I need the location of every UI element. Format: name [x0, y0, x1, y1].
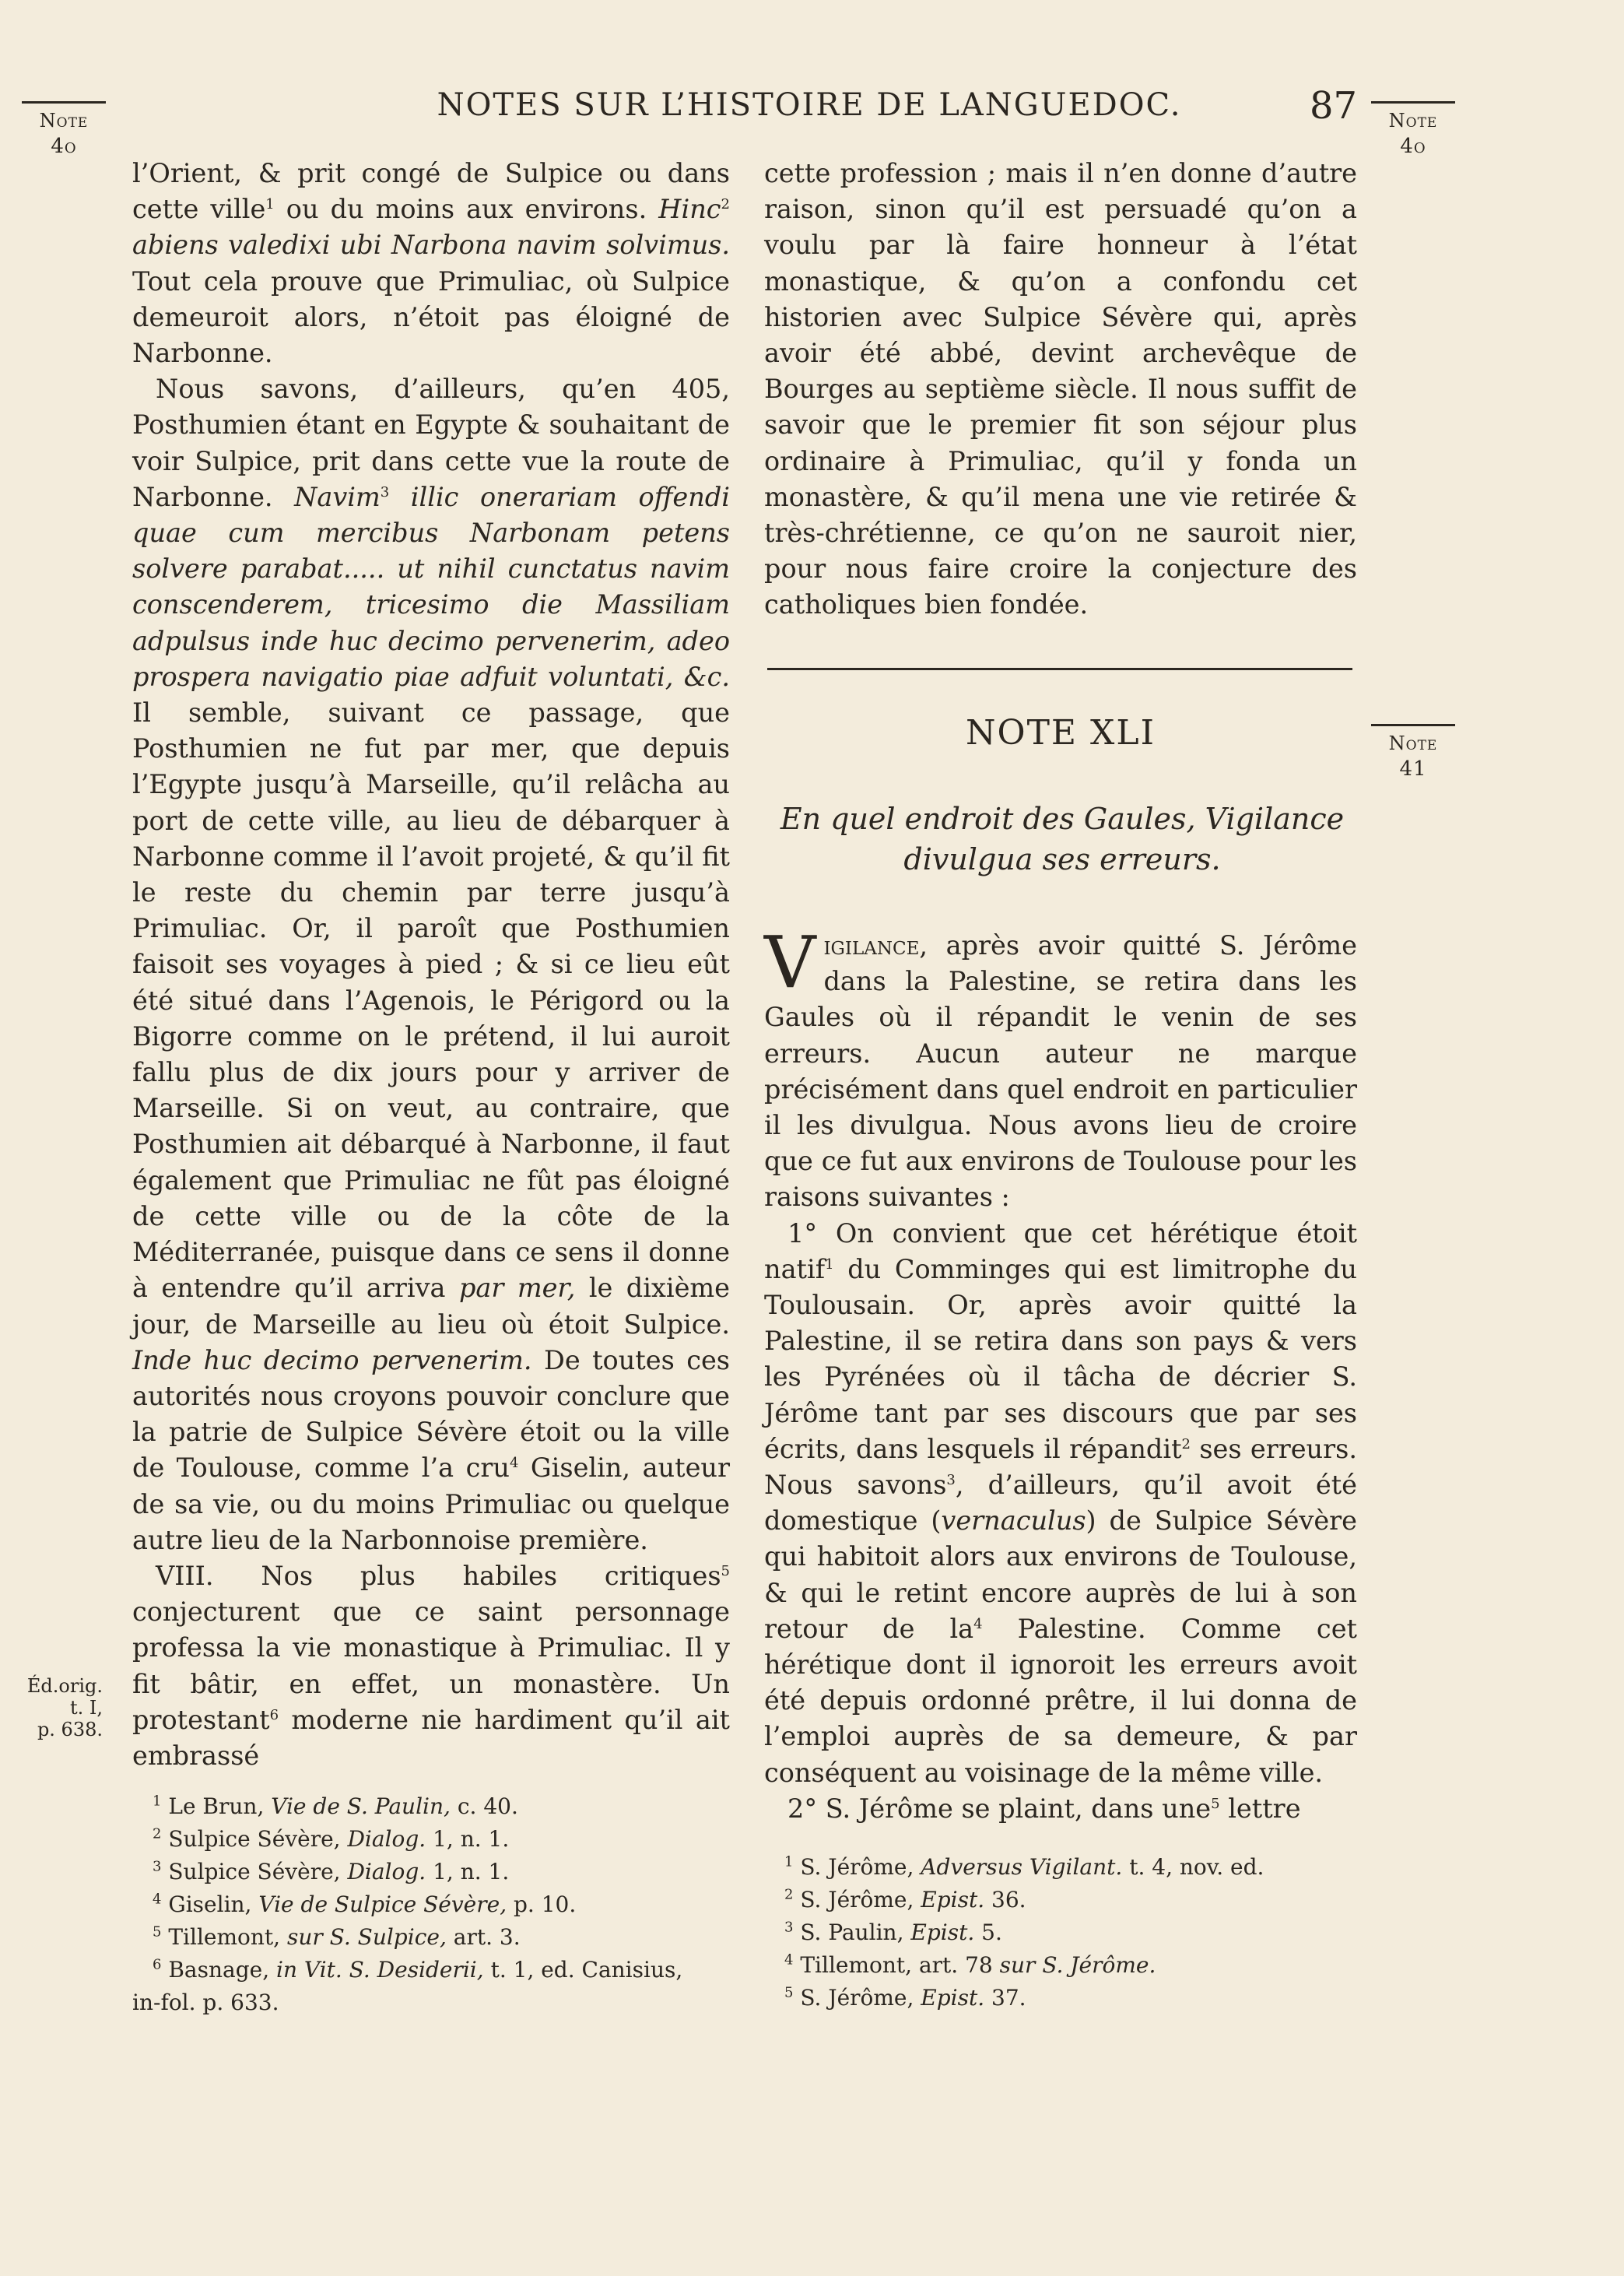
margin-note-left: [22, 101, 106, 158]
edition-origin-reference: [16, 1675, 103, 1740]
footnote: $^3$ S. Paulin, Epist. 5.: [784, 1919, 1002, 1945]
note-heading: NOTE XLI: [966, 713, 1156, 753]
margin-note-label: Note: [39, 110, 89, 132]
left-footnotes: [132, 1790, 744, 2019]
margin-note-right: [1371, 101, 1455, 158]
right-footnotes: [784, 1851, 1360, 2014]
paragraph: cette profession ; mais il n’en donne d’autre raison, sinon qu’il est persuadé qu’on a voulu par là faire honneur à l’état monastique, & qu’on a confondu cet historien avec Sulpice Sévère qui, après avoir été abbé, devint archevêque de Bourges au septième siècle. Il nous suffit de savoir que le premier fit son séjour plus ordinaire à Primuliac, qu’il y fonda un monastère, & qu’il mena une vie retirée & très-chrétienne, ce qu’on ne sauroit nier, pour nous faire croire la conjecture des catholiques bien fondée.: [764, 158, 1357, 620]
paragraph: Vigilance, après avoir quitté S. Jérôme dans la Palestine, se retira dans les Gaules où il répandit le venin de ses erreurs. Aucun auteur ne marque précisément dans quel endroit en particulier il les divulgua. Nous avons lieu de croire que ce fut aux environs de Toulouse pour les raisons suivantes :: [764, 921, 1357, 1213]
footnote: $^5$ S. Jérôme, Epist. 37.: [784, 1984, 1026, 2011]
left-column: [132, 156, 730, 1774]
footnote-continuation: in-fol. p. 633.: [132, 1990, 279, 2015]
page-number: 87: [1310, 84, 1358, 128]
footnote: $^6$ Basnage, in Vit. S. Desiderii, t. 1, ed. Canisius,: [153, 1956, 683, 1983]
margin-note-number: 41: [1399, 757, 1427, 781]
footnote: $^2$ Sulpice Sévère, Dialog. 1, n. 1.: [153, 1825, 510, 1852]
paragraph: 2° S. Jérôme se plaint, dans une$^5$ lettre: [787, 1793, 1301, 1824]
right-column-body: [764, 921, 1357, 1827]
section-divider: [767, 668, 1352, 670]
margin-note-right-41: [1371, 724, 1455, 781]
footnote: $^3$ Sulpice Sévère, Dialog. 1, n. 1.: [153, 1858, 510, 1884]
footnote: $^1$ S. Jérôme, Adversus Vigilant. t. 4, nov. ed.: [784, 1853, 1264, 1880]
drop-cap: V: [764, 921, 816, 1004]
margin-note-label: Note: [1388, 110, 1438, 132]
footnote: $^4$ Tillemont, art. 78 sur S. Jérôme.: [784, 1951, 1156, 1978]
running-header: NOTES SUR L’HISTOIRE DE LANGUEDOC.: [437, 87, 1182, 123]
paragraph: Nous savons, d’ailleurs, qu’en 405, Posthumien étant en Egypte & souhaitant de voir Sulpice, prit dans cette vue la route de Narbonne. Navim$^3$ illic onerariam offendi quae cum mercibus Narbonam petens solvere parabat..... ut nihil cunctatus navim conscenderem, tricesimo die Massiliam adpulsus inde huc decimo pervenerim, adeo prospera navigatio piae adfuit voluntati, &c. Il semble, suivant ce passage, que Posthumien ne fut par mer, que depuis l’Egypte jusqu’à Marseille, qu’il relâcha au port de cette ville, au lieu de débarquer à Narbonne comme il l’avoit projeté, & qu’il fit le reste du chemin par terre jusqu’à Primuliac. Or, il paroît que Posthumien faisoit ses voyages à pied ; & si ce lieu eût été situé dans l’Agenois, le Périgord ou la Bigorre comme on le prétend, il lui auroit fallu plus de dix jours pour y arriver de Marseille. Si on veut, au contraire, que Posthumien ait débarqué à Narbonne, il faut également que Primuliac ne fût pas éloigné de cette ville ou de la côte de la Méditerranée, puisque dans ce sens il donne à entendre qu’il arriva par mer, le dixième jour, de Marseille au lieu où étoit Sulpice. Inde huc decimo pervenerim. De toutes ces autorités nous croyons pouvoir conclure que la patrie de Sulpice Sévère étoit ou la ville de Toulouse, comme l’a cru$^4$ Giselin, auteur de sa vie, ou du moins Primuliac ou quelque autre lieu de la Narbonnoise première.: [132, 374, 730, 1555]
footnote: $^4$ Giselin, Vie de Sulpice Sévère, p. 10.: [153, 1891, 577, 1917]
margin-rule: [1371, 724, 1455, 726]
paragraph: 1° On convient que cet hérétique étoit natif$^1$ du Comminges qui est limitrophe du Toulousain. Or, après avoir quitté la Palestine, il se retira dans son pays & vers les Pyrénées où il tâcha de décrier S. Jérôme tant par ses discours que par ses écrits, dans lesquels il répandit$^2$ ses erreurs. Nous savons$^3$, d’ailleurs, qu’il avoit été domestique (vernaculus) de Sulpice Sévère qui habitoit alors aux environs de Toulouse, & qui le retint encore auprès de lui à son retour de $la^4$ Palestine. Comme cet hérétique dont il ignoroit les erreurs avoit été depuis ordonné prêtre, il lui donna de l’emploi auprès de sa demeure, & par conséquent au voisinage de la même ville.: [764, 1217, 1357, 1788]
margin-rule: [22, 101, 106, 104]
margin-note-number: 4o: [51, 135, 77, 158]
paragraph: VIII. Nos plus habiles critiques$^5$ conjecturent que ce saint personnage professa la vie monastique à Primuliac. Il y fit bâtir, en effet, un monastère. Un protestant$^6$ moderne nie hardiment qu’il ait embrassé: [132, 1560, 730, 1771]
ed-orig-line: Éd.orig.: [26, 1675, 103, 1697]
ed-orig-line: p. 638.: [37, 1719, 103, 1740]
right-column-top: [764, 156, 1357, 623]
margin-note-number: 4o: [1400, 135, 1426, 158]
margin-note-label: Note: [1388, 732, 1438, 754]
footnote: $^2$ S. Jérôme, Epist. 36.: [784, 1886, 1026, 1912]
footnote: $^5$ Tillemont, sur S. Sulpice, art. 3.: [153, 1923, 521, 1950]
ed-orig-line: t. I,: [69, 1697, 103, 1719]
note-subtitle: En quel endroit des Gaules, Vigilance divulgua ses erreurs.: [780, 802, 1345, 876]
margin-rule: [1371, 101, 1455, 104]
footnote: $^1$ Le Brun, Vie de S. Paulin, c. 40.: [153, 1793, 518, 1819]
paragraph: l’Orient, & prit congé de Sulpice ou dans cette ville$^1$ ou du moins aux environs. Hinc$^2$ abiens valedixi ubi Narbona navim solvimus. Tout cela prouve que Primuliac, où Sulpice demeuroit alors, n’étoit pas éloigné de Narbonne.: [132, 158, 730, 369]
